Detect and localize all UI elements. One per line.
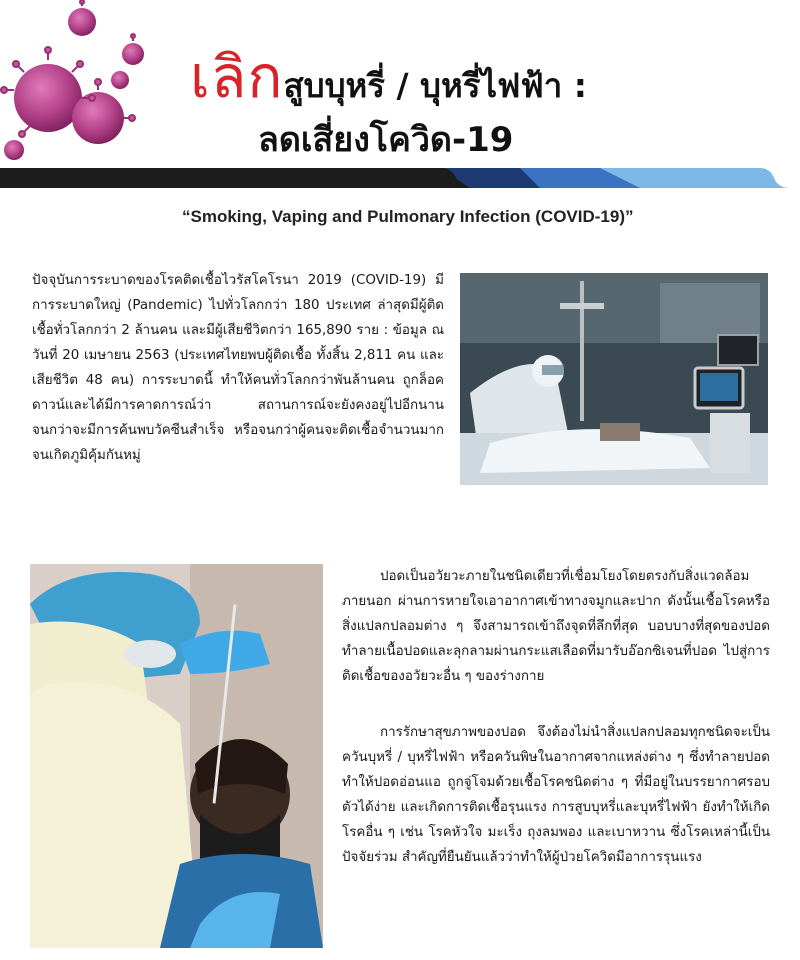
- english-subtitle: “Smoking, Vaping and Pulmonary Infection (COVID-19)”: [182, 207, 634, 226]
- icu-photo-illustration: [460, 273, 768, 485]
- intro-paragraph: ปัจจุบันการระบาดของโรคติดเชื้อไวรัสโคโรนา 2019 (COVID-19) มีการระบาดใหญ่ (Pandemic) ไปทั่วโลกกว่า 180 ประเทศ ล่าสุดมีผู้ติดเชื้อทั่วโลกกว่า 2 ล้านคน และมีผู้เสียชีวิตกว่า 165,890 ราย : ข้อมูล ณ วันที่ 20 เมษายน 2563 (ประเทศไทยพบผู้ติดเชื้อ ทั้งสิ้น 2,811 คน และเสียชีวิต 48 คน) การระบาดนี้ ทำให้คนทั่วโลกกว่าพันล้านคน ถูกล็อคดาวน์และได้มีการคาดการณ์ว่า สถานการณ์จะยังคงอยู่ไปอีกนาน จนกว่าจะมีการค้นพบวัคซีนสำเร็จ หรือจนกว่าผู้คนจะติดเชื้อจำนวนมากจนเกิดภูมิคุ้มกันหมู่: [32, 273, 444, 463]
- lung-care-paragraph: การรักษาสุขภาพของปอด จึงต้องไม่นำสิ่งแปลกปลอมทุกชนิดจะเป็นควันบุหรี่ / บุหรี่ไฟฟ้า หรือควันพิษในอากาศจากแหล่งต่าง ๆ ซึ่งทำลายปอด ทำให้ปอดอ่อนแอ ถูกจู่โจมด้วยเชื้อโรคชนิดต่าง ๆ ที่มีอยู่ในบรรยากาศรอบตัวได้ง่าย และเกิดการติดเชื้อรุนแรง การสูบบุหรี่และบุหรี่ไฟฟ้า ยังทำให้เกิดโรคอื่น ๆ เช่น โรคหัวใจ มะเร็ง ถุงลมพอง และเบาหวาน ซึ่งโรคเหล่านี้เป็นปัจจัยร่วม สำคัญที่ยืนยันแล้วว่าทำให้ผู้ป่วยโควิดมีอาการรุนแรง: [342, 725, 770, 865]
- header-divider-bars: [0, 166, 800, 188]
- page-title-line2: ลดเสี่ยงโควิด-19: [258, 120, 514, 160]
- swab-test-photo-illustration: [30, 564, 323, 948]
- title-main-text: สูบบุหรี่ / บุหรี่ไฟฟ้า :: [283, 66, 587, 105]
- coronavirus-illustration: [0, 0, 190, 170]
- page-title: [190, 30, 587, 123]
- lung-paragraph: ปอดเป็นอวัยวะภายในชนิดเดียวที่เชื่อมโยงโดยตรงกับสิ่งแวดล้อมภายนอก ผ่านการหายใจเอาอากาศเข้าทางจมูกและปาก ดังนั้นเชื้อโรคหรือสิ่งแปลกปลอมต่าง ๆ จึงสามารถเข้าถึงจุดที่ลึกที่สุด บอบบางที่สุดของปอด ทำลายเนื้อปอดและลุกลามผ่านกระแสเลือดที่มารับอ๊อกซิเจนที่ปอด ไปสู่การติดเชื้อของอวัยวะอื่น ๆ ของร่างกาย: [342, 569, 770, 684]
- icu-photo: [460, 273, 768, 485]
- title-accent-word: เลิก: [190, 43, 284, 111]
- swab-test-photo: [30, 564, 323, 948]
